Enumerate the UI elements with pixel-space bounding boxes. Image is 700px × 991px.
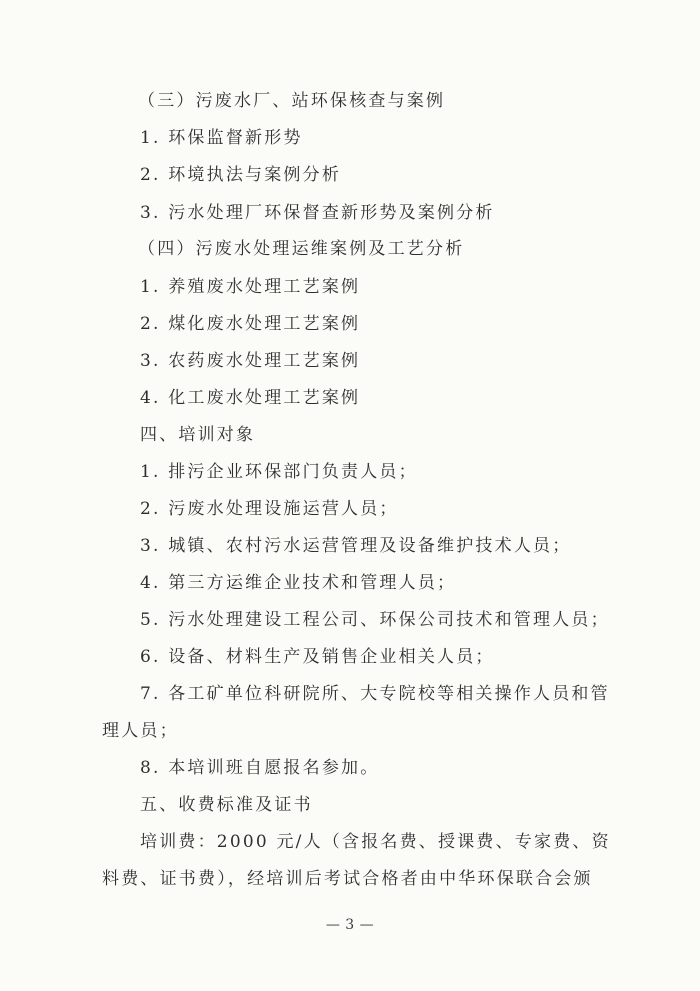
list-item: 1. 排污企业环保部门负责人员； [140,462,418,482]
section-heading-4: （四）污废水处理运维案例及工艺分析 [138,239,465,259]
list-item: 1. 环保监督新形势 [140,128,303,148]
list-item: 2. 污废水处理设施运营人员； [140,499,399,519]
list-item: 2. 环境执法与案例分析 [140,165,342,185]
list-item: 7. 各工矿单位科研院所、大专院校等相关操作人员和管 [140,684,610,704]
list-item: 5. 污水处理建设工程公司、环保公司技术和管理人员； [140,610,610,630]
list-item: 1. 养殖废水处理工艺案例 [140,277,361,297]
paragraph-line: 培训费：2000 元/人（含报名费、授课费、专家费、资 [140,832,611,852]
list-item-continuation: 理人员； [102,721,179,741]
list-item: 3. 污水处理厂环保督查新形势及案例分析 [140,203,495,223]
list-item: 4. 第三方运维企业技术和管理人员； [140,573,457,593]
list-item: 6. 设备、材料生产及销售企业相关人员； [140,647,495,667]
list-item: 3. 城镇、农村污水运营管理及设备维护技术人员； [140,536,572,556]
section-heading-training-targets: 四、培训对象 [140,425,256,445]
list-item: 4. 化工废水处理工艺案例 [140,388,361,408]
list-item: 8. 本培训班自愿报名参加。 [140,758,380,778]
page-number: — 3 — [325,917,375,933]
paragraph-line: 料费、证书费），经培训后考试合格者由中华环保联合会颁 [102,869,593,889]
list-item: 3. 农药废水处理工艺案例 [140,351,361,371]
section-heading-3: （三）污废水厂、站环保核查与案例 [138,91,446,111]
section-heading-fees: 五、收费标准及证书 [140,795,313,815]
list-item: 2. 煤化废水处理工艺案例 [140,314,361,334]
